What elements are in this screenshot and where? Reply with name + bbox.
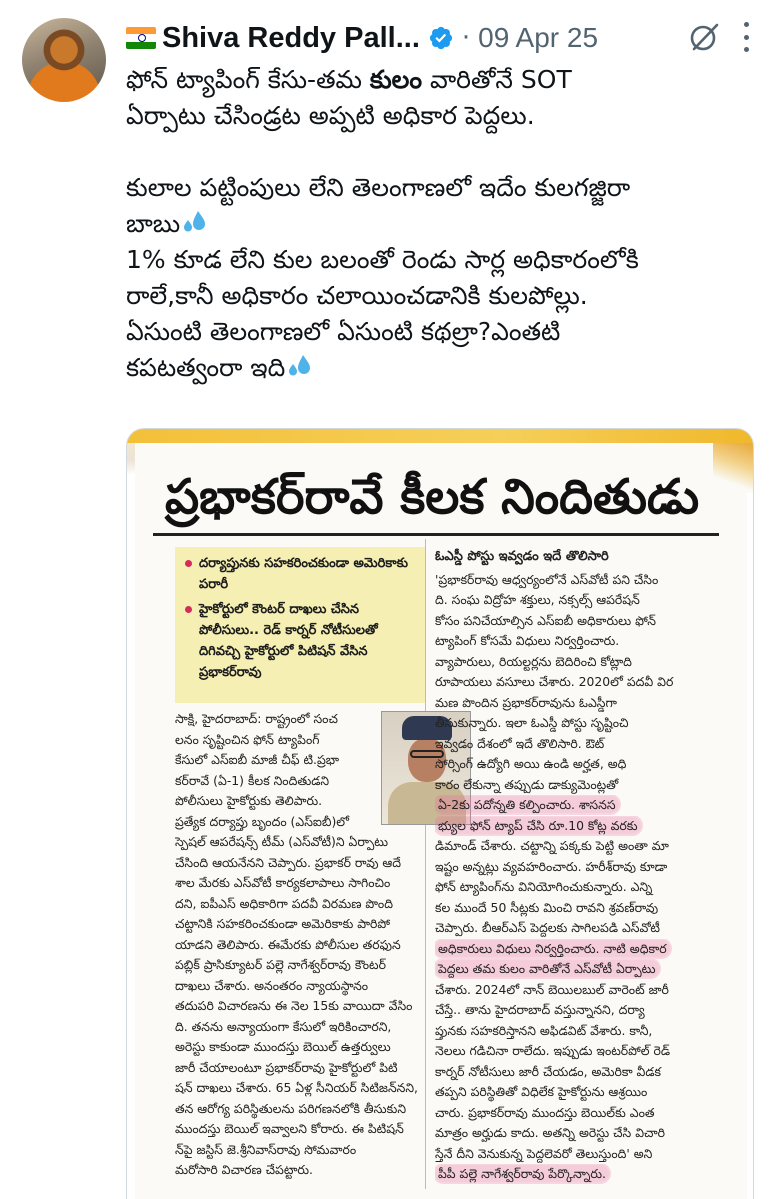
article-line: కార్నర్ నోటీసులు జారీ చేయడం, అమెరికా వీడక <box>435 1063 661 1079</box>
tweet-header <box>126 16 752 60</box>
article-line: 'ప్రభాకర్‌రావు ఆధ్వర్యంలోనే ఎస్‌వోటీ పని చేసిం <box>435 571 659 587</box>
article-line: ఇష్టం అన్నట్లు వ్యవహరించారు. హరీశ్‌రావు కూడా <box>435 858 668 874</box>
display-name[interactable]: Shiva Reddy Pall... <box>162 21 420 54</box>
attached-image[interactable] <box>126 428 754 1199</box>
article-line: చేసింది ఆయనేనని చెప్పారు. ప్రభాకర్ రావు ఆదే <box>175 854 402 870</box>
tweet-text <box>126 62 756 386</box>
article-line: చేశారు. 2024లో నాన్ బెయిలబుల్ వారెంట్ జారీ <box>435 981 669 997</box>
verified-badge-icon <box>428 25 454 51</box>
article-line <box>435 939 731 960</box>
article-line: రూపాయలు వసూలు చేశారు. 2020లో పదవీ విర <box>435 674 674 689</box>
article-line: నెలలు గడిచినా రాలేదు. ఇప్పుడు ఇంటర్‌పోల్ రెడ్ <box>435 1043 670 1058</box>
article-right-column <box>435 547 731 1185</box>
article-line: మాత్రం అర్హుడు కాదు. అతన్ని అరెస్టు చేసి విచారి <box>435 1125 666 1140</box>
article-line: కోసం పనిచేయాల్సిన ఎస్ఐబీ అధికారులు ఫోన్ <box>435 612 656 628</box>
pink-highlight: పెద్దలు తమ కులం వారితోనే ఎస్‌వోటీ ఏర్పాటు <box>435 960 659 977</box>
article-line: స్పెషల్ ఆపరేషన్స్ టీమ్ (ఎస్‌వోటీ)ని ఏర్పాటు <box>175 834 389 849</box>
article-line: చట్టానికి సహకరించకుండా అమెరికాకు పారిపో <box>175 916 391 931</box>
article-line: మరోసారి విచారణ చేపట్టారు. <box>175 1162 313 1177</box>
highlights-box <box>175 547 425 703</box>
india-flag-icon <box>126 27 156 49</box>
article-line: ది. సంఘ విద్రోహ శక్తులు, నక్సల్స్ ఆపరేషన్ <box>435 592 640 607</box>
article-line: ప్తునకు సహకరిస్తానని అఫిడవిట్ వేశారు. కానీ, <box>435 1022 653 1038</box>
tweet-line-3: కులాల పట్టింపులు లేని తెలంగాణలో ఇదేం కులగజ్జిరా <box>126 173 631 202</box>
article-line: ముందస్తు బెయిల్ ఇవ్వాలని కోరారు. ఈ పిటిషన్ <box>175 1121 404 1136</box>
more-options-icon[interactable] <box>732 22 760 52</box>
article-line: యాడని తెలిపారు. ఈమేరకు పోలీసుల తరఫున <box>175 936 401 952</box>
article-subheading: ఓఎస్డీ పోస్టు ఇవ్వడం ఇదే తొలిసారి <box>435 549 609 564</box>
separator-dot: · <box>461 23 471 53</box>
article-line: న్‌పై జస్టిస్ జె.శ్రీనివాస్‌రావు సోమవారం <box>175 1141 357 1157</box>
pink-highlight: పీపీ పల్లె నాగేశ్వర్‌రావు పేర్కొన్నారు. <box>435 1165 609 1182</box>
grok-icon[interactable] <box>688 20 722 54</box>
article-line: జారీ చేయాలంటూ ప్రభాకర్‌రావు హైకోర్టులో పిటి <box>175 1059 398 1075</box>
article-line: చేస్తే.. తాను హైదరాబాద్ వస్తున్నానని, దర్యా <box>435 1002 645 1017</box>
article-line: దని, ఐపీఎస్ అధికారిగా పదవీ విరమణ పొంది <box>175 895 393 911</box>
tweet-line-4: బాబు <box>126 206 756 242</box>
article-line <box>435 795 731 816</box>
article-line: తదుపరి విచారణను ఈ నెల 15కు వాయిదా వేసిం <box>175 998 413 1013</box>
newspaper-clipping <box>135 443 747 1199</box>
sweat-droplets-emoji-icon <box>285 352 313 380</box>
tweet-line-7: ఏసుంటి తెలంగాణలో ఏసుంటి కథల్రా?ఎంతటి <box>126 317 561 346</box>
article-line: తీసుకున్నారు. ఇలా ఓఎస్డీ పోస్టు సృష్టించి <box>435 715 629 730</box>
tweet-line-8: కపటత్వంరా ఇది <box>126 350 756 386</box>
article-left-column <box>175 709 421 1181</box>
sweat-droplets-emoji-icon <box>180 208 208 236</box>
avatar[interactable] <box>22 18 106 102</box>
article-line: డిమాండ్ చేశారు. చట్టాన్ని పక్కకు పెట్టి అంతా మా <box>435 838 669 853</box>
article-line: కారం లేకున్నా తప్పుడు డాక్యుమెంట్లతో <box>435 776 619 792</box>
article-line: కర్‌రావే (ఏ-1) కీలక నిందితుడని <box>175 772 330 788</box>
article-line: దాఖలు చేశారు. అనంతరం న్యాయస్థానం <box>175 977 369 993</box>
article-line: వ్యాపారులు, రియల్టర్లను బెదిరించి కోట్లాది <box>435 653 632 669</box>
article-line: చారు. ప్రభాకర్‌రావు ముందస్తు బెయిల్‌కు ఎంత <box>435 1104 655 1120</box>
headline-rule <box>153 533 719 536</box>
tweet-line-5: 1% కూడ లేని కుల బలంతో రెండు సార్ల అధికారంలోకి <box>126 245 639 274</box>
article-line: తప్పని పరిస్థితితో విధిలేక హైకోర్టును ఆశ్రయిం <box>435 1084 648 1099</box>
article-line: పోలీసులు హైకోర్టుకు తెలిపారు. <box>175 793 323 808</box>
article-line <box>435 959 731 980</box>
pink-highlight: అధికారులు విధులు నిర్వర్తించారు. నాటి అధికార <box>435 940 670 957</box>
bold-word: కులం <box>369 65 423 94</box>
column-divider <box>425 539 426 1189</box>
article-line: కేసులో ఎస్ఐబీ మాజీ చీఫ్ టి.ప్రభా <box>175 752 340 767</box>
tweet-date[interactable]: 09 Apr 25 <box>478 22 599 53</box>
article-line: స్తేనే దీని వెనుకున్న పెద్దలెవరో తెలుస్తుంది' అని <box>435 1145 653 1161</box>
article-line: సాక్షి, హైదరాబాద్: రాష్ట్రంలో సంచ <box>175 711 338 726</box>
tweet-line-2: ఏర్పాటు చేసిండ్రట అప్పటి అధికార పెద్దలు. <box>126 101 535 130</box>
article-line: ది. తనను అన్యాయంగా కేసులో ఇరికించారని, <box>175 1018 392 1034</box>
article-line: ఇవ్వడం దేశంలో ఇదే తొలిసారి. ఔట్ <box>435 735 605 751</box>
article-line: చెప్పారు. బీఆర్ఎస్ పెద్దలకు సాగిలపడి ఎస్‌వోటీ <box>435 920 660 935</box>
article-line: కల ముందే 50 సీట్లకు మించి రావని శ్రవణ్‌రావు <box>435 899 659 915</box>
article-line: ట్యాపింగ్ కోసమే విధులు నిర్వర్తించారు. <box>435 633 620 648</box>
article-line: తన ఆరోగ్య పరిస్థితులను పరిగణనలోకి తీసుకుని <box>175 1100 407 1116</box>
newspaper-headline: ప్రభాకర్‌రావే కీలక నిందితుడు <box>165 469 700 525</box>
article-line: పబ్లిక్ ప్రాసిక్యూటర్ పల్లె నాగేశ్వర్‌రావు కౌంటర్ <box>175 957 386 972</box>
tweet-line-1: ఫోన్ ట్యాపింగ్ కేసు-తమ కులం వారితోనే SOT <box>126 65 572 94</box>
pink-highlight: భ్యుల ఫోన్ ట్యాప్ చేసి రూ.10 కోట్ల వరకు <box>435 817 641 834</box>
article-line: మణ పొందిన ప్రభాకర్‌రావును ఓఎస్డీగా <box>435 694 617 710</box>
article-line <box>435 816 731 837</box>
article-line: ఫోన్ ట్యాపింగ్‌ను వినియోగించుకున్నారు. ఎన్ని <box>435 879 653 894</box>
article-line: షన్ దాఖలు చేశారు. 65 ఏళ్ల సీనియర్ సిటిజన్‌నని, <box>175 1080 418 1095</box>
clip-edge <box>127 429 753 443</box>
pink-highlight: ఏ-2కు పదోన్నతి కల్పించారు. శాసనస <box>435 796 619 813</box>
highlight-item: హైకోర్టులో కౌంటర్ దాఖలు చేసిన పోలీసులు.. రెడ్ కార్నర్ నోటీసులతో దిగివచ్చి హైకోర్టులో పిటిషన్ వేసిన ప్రభాకర్‌రావు <box>183 599 417 683</box>
page-fold <box>713 443 753 493</box>
article-line: లనం సృష్టించిన ఫోన్ ట్యాపింగ్ <box>175 731 320 747</box>
article-line: శాల మేరకు ఎస్‌వోటీ కార్యకలాపాలు సాగించిం <box>175 875 391 890</box>
article-line: ప్రత్యేక దర్యాప్తు బృందం (ఎస్ఐబీ)లో <box>175 813 350 829</box>
article-line <box>435 1164 731 1185</box>
article-line: సోర్సింగ్ ఉద్యోగి అయి ఉండి అర్హత, అధి <box>435 756 627 771</box>
tweet-line-6: రాలే,కానీ అధికారం చలాయించడానికి కులపోల్లు. <box>126 281 588 310</box>
highlight-item: దర్యాప్తునకు సహకరించకుండా అమెరికాకు పరారీ <box>183 553 417 595</box>
article-line: అరెస్టు కాకుండా ముందస్తు బెయిల్ ఉత్తర్వులు <box>175 1039 391 1054</box>
